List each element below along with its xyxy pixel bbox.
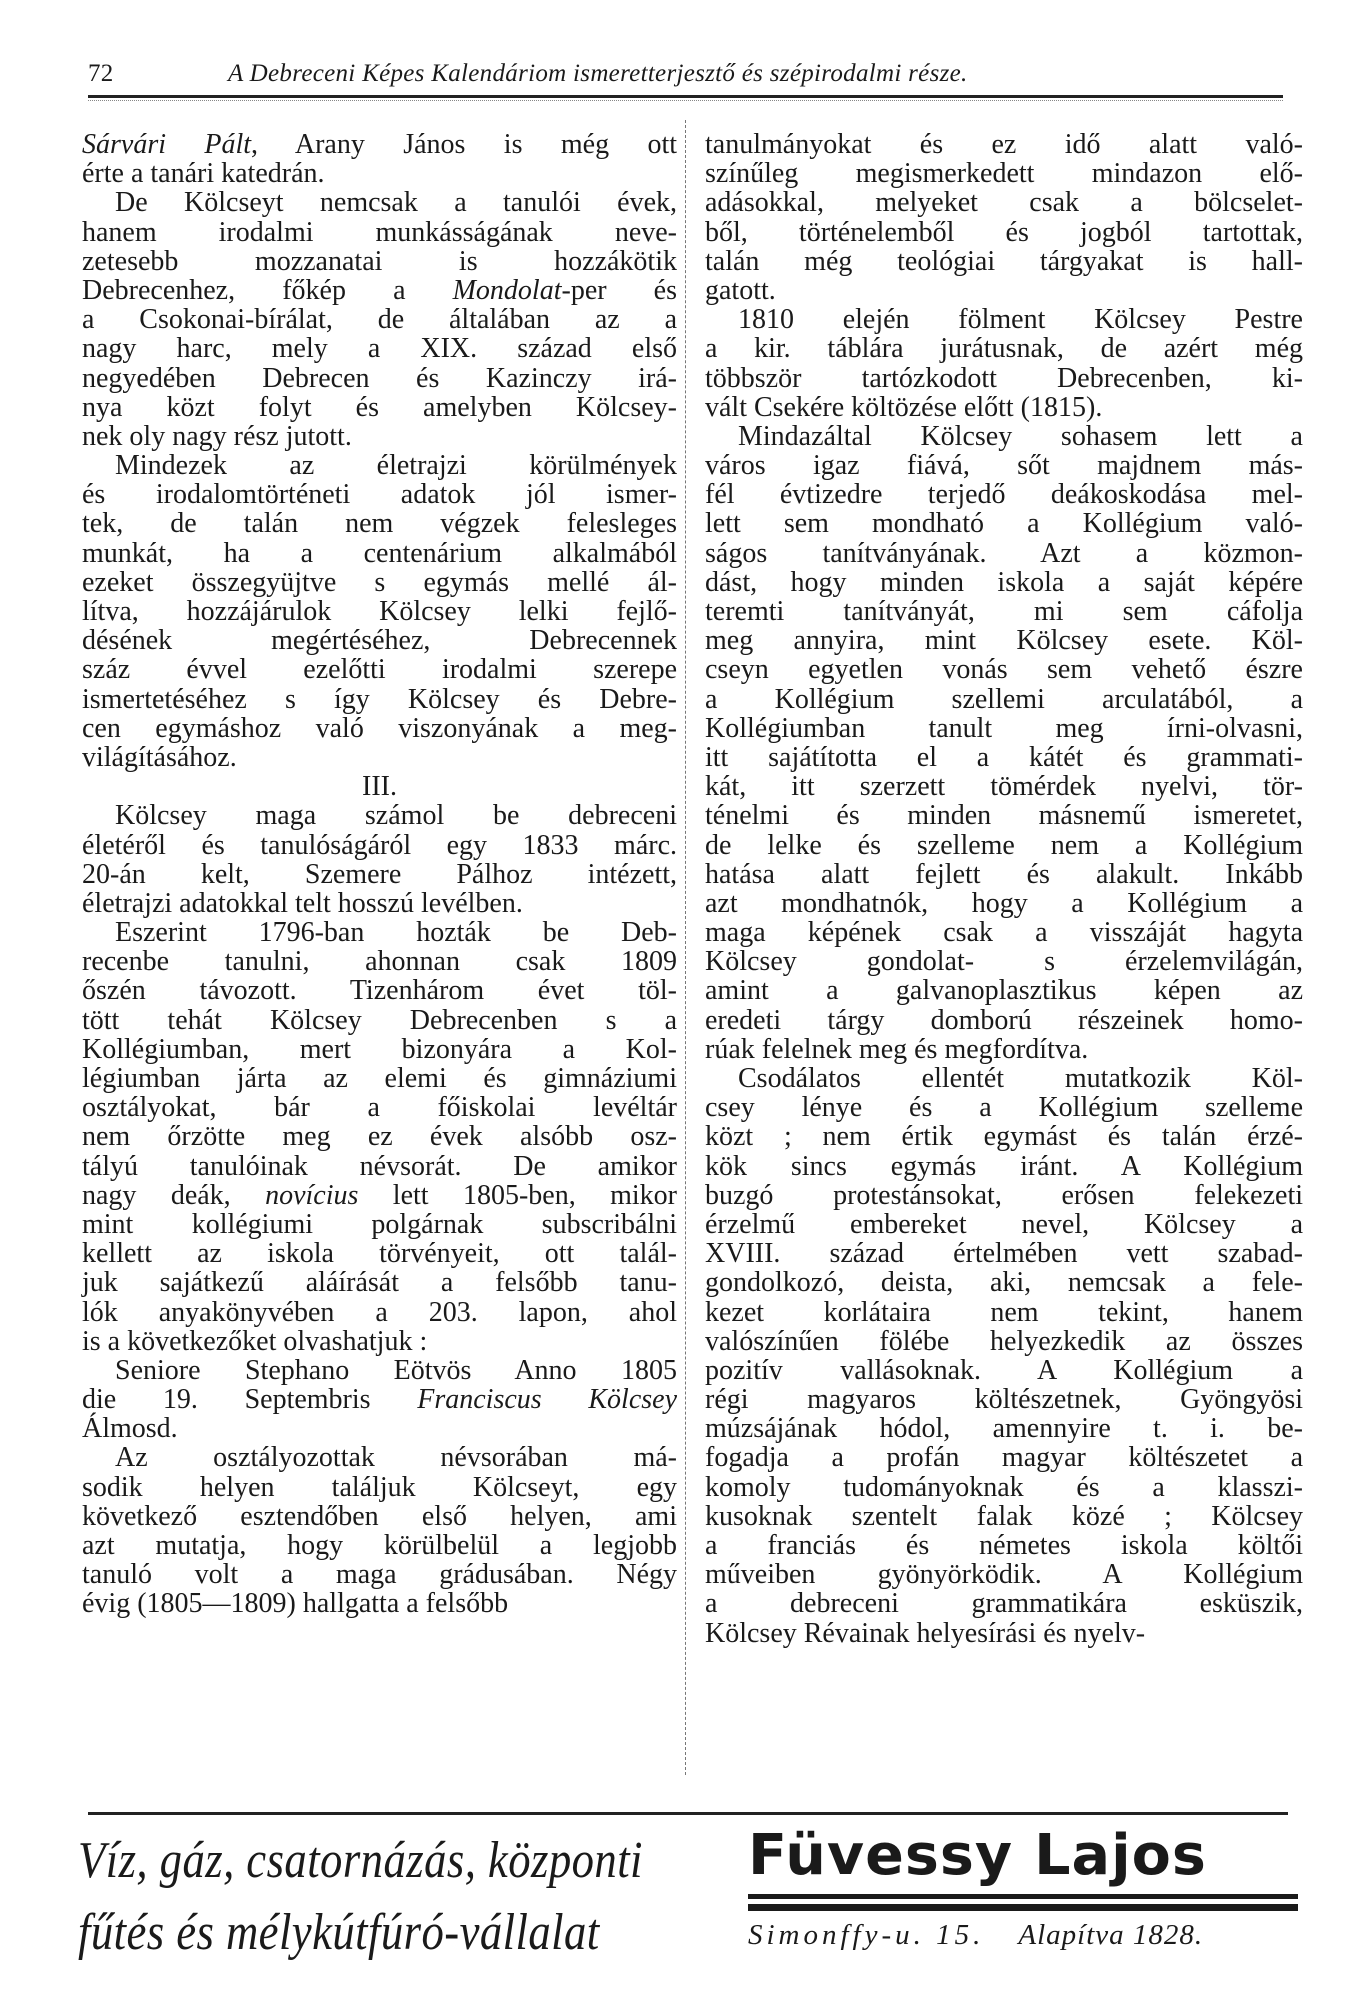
- text-line: Csodálatos ellentét mutatkozik Köl-: [738, 1063, 1303, 1094]
- text-line: város igaz fiává, sőt majdnem más-: [705, 450, 1303, 482]
- text-line: Kollégiumban tanult meg írni-olvasni,: [705, 712, 1303, 744]
- text-line: 20-án kelt, Szemere Pálhoz intézett,: [82, 858, 677, 890]
- text-line: a debreceni grammatikára esküszik,: [705, 1588, 1303, 1620]
- text-line: Mindezek az életrajzi körülmények: [115, 450, 677, 482]
- text-line: itt sajátította el a kátét és grammati-: [705, 741, 1303, 773]
- text-line: III.: [362, 771, 397, 803]
- text-line: is a következőket olvashatjuk :: [82, 1325, 428, 1357]
- text-line: Kölcsey maga számol be debreceni: [115, 800, 677, 832]
- text-line: színűleg megismerkedett mindazon elő-: [705, 158, 1303, 190]
- text-line: kusoknak szentelt falak közé ; Kölcsey: [705, 1500, 1303, 1532]
- text-line: Az osztályozottak névsorában má-: [115, 1442, 677, 1474]
- text-line: és irodalomtörténeti adatok jól ismer-: [82, 479, 677, 511]
- text-line: a kir. táblára jurátusnak, de azért még: [705, 333, 1303, 365]
- text-line: nagy deák, novícius lett 1805-ben, mikor: [82, 1179, 677, 1211]
- text-line: cen egymáshoz való viszonyának a meg-: [82, 712, 677, 744]
- text-line: komoly tudományoknak és a klasszi-: [705, 1471, 1303, 1503]
- text-line: désének megértéséhez, Debrecennek: [82, 625, 677, 657]
- text-line: eredeti tárgy domború részeinek homo-: [705, 1004, 1303, 1036]
- text-line: közt ; nem értik egymást és talán érzé-: [705, 1121, 1303, 1153]
- text-line: maga képének csak a visszáját hagyta: [705, 917, 1303, 949]
- text-line: érzelmű embereket nevel, Kölcsey a: [705, 1208, 1303, 1240]
- text-line: légiumban járta az elemi és gimnáziumi: [82, 1063, 677, 1094]
- text-line: Seniore Stephano Eötvös Anno 1805: [115, 1354, 677, 1386]
- text-line: a franciás és németes iskola költői: [705, 1530, 1303, 1561]
- text-line: tanuló volt a maga grádusában. Négy: [82, 1559, 677, 1591]
- text-line: hatása alatt fejlett és alakult. Inkább: [705, 858, 1303, 890]
- header-rule: [88, 95, 1283, 98]
- text-line: 1810 elején fölment Kölcsey Pestre: [738, 304, 1303, 336]
- company-address: Simonffy-u. 15.: [748, 1919, 985, 1951]
- text-line: Kollégiumban, mert bizonyára a Kol-: [82, 1033, 677, 1065]
- text-line: ságos tanítványának. Azt a közmon-: [705, 537, 1303, 569]
- text-line: gondolkozó, deista, aki, nemcsak a fele-: [705, 1267, 1303, 1299]
- company-address-line: [748, 1919, 1298, 1952]
- text-line: rúak felelnek meg és megfordítva.: [705, 1033, 1089, 1065]
- text-line: talán még teológiai tárgyakat is hall-: [705, 245, 1303, 277]
- text-line: Kölcsey Révainak helyesírási és nyelv-: [705, 1617, 1146, 1649]
- text-line: azt mondhatnók, hogy a Kollégium a: [705, 887, 1303, 919]
- running-title: A Debreceni Képes Kalendáriom ismeretterjesztő és szépirodalmi része.: [228, 60, 968, 87]
- italic-term: Mondolat: [452, 274, 562, 306]
- text-line: Sárvári Pált, Arany János is még ott: [82, 129, 677, 160]
- text-line: fogadja a profán magyar költészetet a: [705, 1442, 1303, 1474]
- text-line: ténelmi és minden másnemű ismeretet,: [705, 800, 1303, 832]
- text-line: lók anyakönyvében a 203. lapon, ahol: [82, 1296, 677, 1328]
- text-line: de lelke és szelleme nem a Kollégium: [705, 829, 1303, 861]
- text-line: nem őrzötte meg ez évek alsóbb osz-: [82, 1121, 677, 1153]
- text-line: kezet korlátaira nem tekint, hanem: [705, 1296, 1303, 1328]
- text-line: évig (1805—1809) hallgatta a felsőbb: [82, 1588, 509, 1620]
- header-rule-dotted: [88, 100, 1283, 101]
- text-line: meg annyira, mint Kölcsey esete. Köl-: [705, 625, 1303, 657]
- advertisement-rule: [88, 1812, 1288, 1815]
- text-line: múzsájának hódol, amennyire t. i. be-: [705, 1413, 1303, 1445]
- italic-term: novícius: [265, 1179, 359, 1211]
- text-line: ből, történelemből és jogból tartottak,: [705, 216, 1303, 248]
- text-line: nagy harc, mely a XIX. század első: [82, 333, 677, 365]
- italic-name: Sárvári Pált: [82, 129, 252, 160]
- text-line: tanulmányokat és ez idő alatt való-: [705, 129, 1303, 160]
- text-line: XVIII. század értelmében vett szabad-: [705, 1238, 1303, 1270]
- text-line: fél évtizedre terjedő deákoskodása mel-: [705, 479, 1303, 511]
- text-line: a Kollégium szellemi arculatából, a: [705, 683, 1303, 715]
- text-line: tött tehát Kölcsey Debrecenben s a: [82, 1004, 677, 1036]
- company-name: Füvessy Lajos: [748, 1823, 1207, 1888]
- text-line: ezeket összegyüjtve s egymás mellé ál-: [82, 566, 677, 598]
- text-line: vált Csekére költözése előtt (1815).: [705, 391, 1103, 423]
- text-line: zetesebb mozzanatai is hozzákötik: [82, 245, 677, 277]
- text-line: lítva, hozzájárulok Kölcsey lelki fejlő-: [82, 596, 677, 627]
- text-line: Eszerint 1796-ban hozták be Deb-: [115, 917, 677, 949]
- right-column: [705, 130, 1303, 1648]
- text-line: műveiben gyönyörködik. A Kollégium: [705, 1559, 1303, 1591]
- text-line: többször tartózkodott Debrecenben, ki-: [705, 362, 1303, 394]
- text-line: juk sajátkezű aláírását a felsőbb tanu-: [82, 1267, 677, 1299]
- page-number: 72: [88, 60, 114, 87]
- text-line: Kölcsey gondolat- s érzelemvilágán,: [705, 946, 1303, 978]
- text-line: Debrecenhez, főkép a Mondolat-per és: [82, 274, 678, 306]
- advertisement-services: [78, 1825, 643, 1969]
- text-line: recenbe tanulni, ahonnan csak 1809: [82, 946, 677, 978]
- text-line: gatott.: [705, 274, 776, 306]
- services-line-2: fűtés és mélykútfúró-vállalat: [78, 1904, 600, 1961]
- services-line-1: Víz, gáz, csatornázás, központi: [78, 1832, 643, 1889]
- text-line: világításához.: [82, 741, 237, 773]
- text-line: következő esztendőben első helyen, ami: [82, 1500, 677, 1532]
- text-line: csey lénye és a Kollégium szelleme: [705, 1092, 1303, 1124]
- text-line: Álmosd.: [82, 1413, 178, 1445]
- text-line: adásokkal, melyeket csak a bölcselet-: [705, 187, 1303, 219]
- text-line: tályú tanulóinak névsorát. De amikor: [82, 1150, 677, 1182]
- text-line: régi magyaros költészetnek, Gyöngyösi: [705, 1384, 1303, 1416]
- text-line: életrajzi adatokkal telt hosszú levélben.: [82, 887, 523, 919]
- text-line: kök sincs egymás iránt. A Kollégium: [705, 1150, 1303, 1182]
- brand-underline-thin: [748, 1894, 1298, 1899]
- text-line: száz évvel ezelőtti irodalmi szerepe: [82, 654, 677, 686]
- text-line: mint kollégiumi polgárnak subscribálni: [82, 1208, 677, 1240]
- text-line: hanem irodalmi munkásságának neve-: [82, 216, 677, 248]
- text-line: nya közt folyt és amelyben Kölcsey-: [82, 391, 677, 423]
- text-line: negyedében Debrecen és Kazinczy irá-: [82, 362, 677, 394]
- text-line: cseyn egyetlen vonás sem vehető észre: [705, 654, 1303, 686]
- text-line: die 19. Septembris Franciscus Kölcsey: [82, 1384, 677, 1416]
- text-line: a Csokonai-bírálat, de általában az a: [82, 304, 677, 336]
- text-line: őszén távozott. Tizenhárom évet töl-: [82, 975, 677, 1007]
- left-column: [82, 130, 677, 1619]
- text-line: azt mutatja, hogy körülbelül a legjobb: [82, 1530, 677, 1561]
- text-line: lett sem mondható a Kollégium való-: [705, 508, 1303, 540]
- text-line: nek oly nagy rész jutott.: [82, 420, 352, 452]
- text-line: pozitív vallásoknak. A Kollégium a: [705, 1354, 1303, 1386]
- text-line: amint a galvanoplasztikus képen az: [705, 975, 1303, 1007]
- text-line: kát, itt szerzett tömérdek nyelvi, tör-: [705, 771, 1303, 803]
- advertisement-company: [748, 1823, 1298, 1952]
- brand-underline-thick: [748, 1904, 1298, 1911]
- text-line: sodik helyen találjuk Kölcseyt, egy: [82, 1471, 677, 1503]
- text-line: buzgó protestánsokat, erősen felekezeti: [705, 1179, 1303, 1211]
- text-line: munkát, ha a centenárium alkalmából: [82, 537, 677, 569]
- text-line: osztályokat, bár a főiskolai levéltár: [82, 1092, 677, 1124]
- text-line: dást, hogy minden iskola a saját képére: [705, 566, 1303, 598]
- running-header: [88, 60, 1283, 90]
- text-line: De Kölcseyt nemcsak a tanulói évek,: [115, 187, 677, 219]
- text-line: ismertetéséhez s így Kölcsey és Debre-: [82, 683, 677, 715]
- italic-term: Franciscus Kölcsey: [417, 1384, 677, 1416]
- text-line: érte a tanári katedrán.: [82, 158, 325, 190]
- text-line: Mindazáltal Kölcsey sohasem lett a: [738, 420, 1303, 452]
- text-line: valószínűen fölébe helyezkedik az összes: [705, 1325, 1303, 1357]
- text-line: tek, de talán nem végzek felesleges: [82, 508, 677, 540]
- text-line: teremti tanítványát, mi sem cáfolja: [705, 596, 1303, 627]
- text-line: életéről és tanulóságáról egy 1833 márc.: [82, 829, 677, 861]
- company-founded: Alapítva 1828.: [1018, 1919, 1204, 1951]
- column-divider: [685, 120, 686, 1775]
- text-line: kellett az iskola törvényeit, ott talál-: [82, 1238, 677, 1270]
